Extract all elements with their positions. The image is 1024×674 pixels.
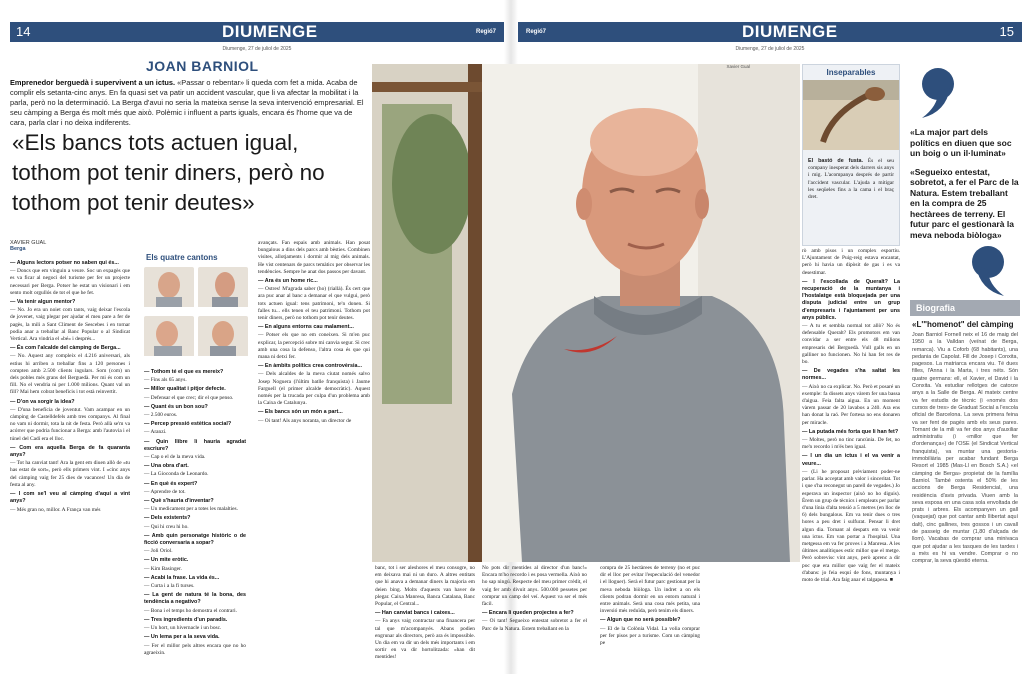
bottom-middle-answer: — Oi tant! Segueixo entestat sobretot a fer el Parc de la Natura. Estem treballant en la [482,618,587,632]
inseparables-caption-bold: El bastó de fusta. [808,158,864,164]
col1-answer: — Més gran no, millor. A França van més [10,506,101,513]
col3-answer: avançats. Fan espais amb animals. Han posat bungalous a dins dels parcs amb bèsties. Combinen visites, allotjaments i dormir al mig dels animals. He vist centenars de parcs temàtics per observar les tendències. Sempre he anat dos passos per davant. [258,240,370,275]
cantons-question: — Quant és un bon sou? [144,403,208,410]
bottom-column-right [600,565,700,670]
cantons-question: — Un lema per a la seva vida. [144,634,220,641]
cantons-question: — Què s'hauria d'inventar? [144,498,214,505]
inseparables-caption-text: És el seu company inesperat dels darrers sis anys i mig. L'acompanya després de partir l'accident vascular. L'ajuda a mitigar les seqüeles fins a la cama i el braç dret. [808,158,894,201]
cantons-answer: — Fer el millor pels altres encara que no ho agraeixin. [144,642,246,656]
right-region-label: Regió7 [526,29,547,35]
portrait-thinking [144,316,194,361]
right-page-header [518,22,1022,42]
walking-stick-photo [803,80,899,150]
right-col1-answer: — A tu et sembla normal tot allò? No és defensable Queralt? Els promotors em van convidar a ser entre els 48 milions empresaris del Berguedà. Vull galls en un galliner no funcionen. No hi han fet res de bo. [802,323,900,366]
biografia-title: Biografia [910,300,1020,316]
col1-question: — D'on va sorgir la idea? [10,398,75,405]
cantons-question: — Una obra d'art. [144,463,189,470]
right-col1-answer: — Això no ca explicar. No. Però et posaré un exemple: fa dissets anys vàrem fer una bassa d'aigua. Feia falta aigua. En un moment vàrem passar de 20 lavabos a 240. Ara ens han donat la raó. Per fortesa no ens donaren per miracle. [802,383,900,426]
cantons-answer: — Joli Oriol. [144,548,173,555]
cantons-answer: — Cap o el de la meva vida. [144,454,206,461]
col1-question: — És com l'alcalde del càmping de Berga... [10,345,121,352]
pull-quote-area [910,64,1020,303]
col1-question: — Com era aquella Berga de fa quaranta anys? [10,444,130,459]
quatre-cantons-box [140,250,250,670]
author-byline [10,240,46,252]
quatre-cantons-qa [140,363,250,657]
right-section-title: DIUMENGE [742,22,838,41]
biografia-text: Joan Barniol Fornell neix el 16 de maig del 1950 a la Valldan (veïnat de Berga, remarca). Viu a Coforb (68 habitants), una pedania de Capolat. Fill de Josep i Conxita, pagesos. La matriarca encara viu. Té dues filles, l'Anna i la Marta, i tres néts. Són quatre germans: ell, el Xavier, el David i la Conxita. Va estudiar rellotges de catorze anys a la Salle de Berga. Al mateix centre va fer estudis de tècnic (i «només dos cursos de tres» de Graduat Social a l'escola oficial de Barcelona. La seva primera feina va ser fent de pagès amb els seus pares. Tornant de la mili va fer dos anys d'auxiliar administratiu (i «millor que fer d'ordenança») de l'OSE (el Sindicat Vertical franquista), va muntar una gestoria-immobiliària per acabar fundant Berga Resort el 1985 (Mas-Ll en Bosch S.A.) «el càmping de Berga» propietat de la família Barniol. També ostenta el 50% de les accions de Berga Residencial, una residència d'avis privada. Viuen amb la seva esposa en una casa sola envoltada de prats i arbres. Els acompanyen un gall (vaquejat) que pot cantar amb llibertat aquí dalt), cinc gallines, tres gossos i un cavall de passeig de muntar (1,80 d'alçada de llom). Vacabas de comprar una minivaca que pot ajudar a les tasques de les tardes i a més es hi va vendre. Comprar o no comprar, la seva qüestió eterna. [912,332,1018,565]
intro-text: «Passar o rebentar» li queda com fet a mida. Acaba de complir els setanta-cinc anys. En fa quasi set va patir un accident vascular, que li va afectar la mobilitat i la parla, però no la determinació. La Berga d'avui no seria la mateixa sense la seva intervenció empresarial. El seu càmping a Berga és molt més que això. Polèmic i influent a parts iguals, encara és l'home que va de cara, parla clar i no deixa indiferents. [10,78,364,127]
cantons-question: — Amb quin personatge històric o de ficció conversaria a sopar? [144,532,246,547]
bottom-right-question: — Algun que no serà possible? [600,617,681,624]
bottom-right-answer: compra de 25 hectàrees de terreny (no et puc dir el lloc per evitar l'especulació del venedor i el lloguer). Serà el futur parc gestionat per la meva neboda biòloga. Un indret a on els clients podran dormir en un entorn natural i entre animals. Serà una cosa més petita, una inversió més reduïda, però tenim els diners. [600,565,700,615]
bottom-left-question: — Han canviat bancs i caixes... [375,610,455,617]
cantons-question: — Percep pressió estètica social? [144,421,232,428]
cantons-answer: — Un hort, un hivernacle i un bosc. [144,625,222,632]
col1-question: — Alguns lectors potser no saben qui és... [10,260,119,266]
cantons-question: — La gent de natura té la bona, des tendència a negativo? [144,592,246,606]
cantons-answer: — Defensar el que crec; dir el que penso. [144,394,234,401]
right-col1-question: — I l'escollada de Queralt? La recuperació de la muntanya i l'hostalatge està bloquejada per una disputa judicial entre un grup d'empresaris i l'ajuntament per uns anys públics. [802,278,900,321]
right-col1-question: — De vegades s'ha saltat les normes... [802,368,900,382]
cantons-answer: — Bona i el temps ho demostra el contrari. [144,607,237,614]
article-intro [10,78,368,128]
right-col1-answer: rò amb pisos i un complex esportiu. L'Ajuntament de Puig-reig estava encantat, però hi havia un dipòsit de gas i es va desestimar. [802,248,900,276]
col1-answer: — Tot ha canviat tant! Ara la gent em diuen allò de «tu has estat de sort», però ells primers vint. I «cinc anys del càmping vaig fer 25 dies de vacances! Un dia de festa al any. [10,460,130,488]
intro-bold: Emprenedor berguedà i supervivent a un ictus. [10,78,176,87]
col3-question: — En àmbits polítics crea controvèrsia... [258,363,362,370]
cantons-question: — En què és expert? [144,480,198,487]
cantons-question: — Un mite eròtic. [144,557,189,564]
right-col1-answer: — (Li he proposat prèviament poder-ne parlar. Ha acceptat amb valor i sinceritat. Tot i que s'ha reconegut un parell de vegades.) Jo esperava un inspector (això no ho diguis). Érem un grup de tècnics i empleats per parlar d'una línia d'alta tensió a 5 metres (en lloc de 6) dels bungalous. Em va tenir dues o tres hores a peu dret i sulfurat. Pensar li dret algun dia. Tornant al despatx em va venir una ictus. Em van portar a l'hospital. Una metgessa em va fer proves i a Manresa. A les últimes analítiques estic millor que el metge. Però sobrevisc vint anys, però aprenc a dir poc que era millor que vaig fer el mateix d'abans: jo feia esquí de fons, muntanya i moto de trial. Ara faig anar el talgapesa. ■ [802,468,900,583]
col1-answer: — No. Aquest any compleix el 4.216 aniversari, als estius hi arriben a treballar fins a 120 persones i compten amb 2.500 clients ingulars. Som (com) un dels pobles més grans del Berguedà. Per mi és com un fill. No el vendria ni per 1.000 milions. Quant val un fill? Mai hem cobrat beneficis i tot està reinvertit. [10,353,130,396]
portrait-front [144,267,194,312]
pull-quote-1: «La major part dels polítics en diuen que soc un boig o un il·luminat» [910,127,1012,158]
col3-question: — En alguns entorns cau malament... [258,324,354,331]
inseparables-box [802,64,900,246]
col1-question: — Va tenir algun mentor? [10,299,76,306]
cantons-answer: — La Gioconda de Leonardo. [144,471,209,478]
portrait-grid [140,265,250,363]
col3-question: — Ara és un home ric... [258,278,318,285]
left-page-header [10,22,504,42]
col1-question: — I com se'l veu al càmping d'aquí a vint anys? [10,491,130,505]
cantons-question: — Acabi la frase. La vida és... [144,574,220,581]
inseparables-title: Inseparables [826,68,876,77]
quatre-cantons-title: Els quatre cantons [146,253,218,262]
bottom-middle-answer: No pots dir mentides al director d'un banc!» Encara m'ho recordo i es posa vermella. Això no ho sap ningú. Respecte del meu primer crèdit, el vaig fer amb divuit anys. 500.000 pessetes per comprar un camp del veí. Aquest va ser el més fàcil. [482,565,587,608]
quote-mark-close-icon [970,242,1016,298]
bottom-middle-question: — Encara li queden projectes a fer? [482,610,574,617]
cantons-answer: — Curta i a la fi turses. [144,583,195,590]
bottom-column-middle [482,565,587,670]
main-photo [372,64,800,562]
biografia-heading: «L'"homenot" del càmping [912,320,1014,329]
right-date: Diumenge, 27 de juliol de 2025 [735,46,805,52]
portrait-photo [372,64,800,562]
right-page-number: 15 [999,24,1014,39]
author-location: Berga [10,246,26,252]
col3-answer: — Ostres! M'agrada saber (ho) (riallà). És cert que ara puc anar al banc a demanar el que vulgui, però tots actuen igual: tens patrimoni, te'n donen. Si falles tu... ells tenen el teu patrimoni. Tothom pot tenir diners, però no tothom pot tenir deutes. [258,286,370,322]
right-column-1 [802,248,900,670]
column-3 [258,240,370,670]
col1-answer: — Doncs que em vinguin a veure. Soc un expagès que es va ficar al negoci del turisme per fer un projecte necessari per Berga. Potser he estat un visionari i em sento molt orgullós de tot el que he fet. [10,268,130,296]
pull-quote-2: «Segueixo entestat, sobretot, a fer el Parc de la Natura. Estem treballant en la compra de 25 hectàrees de terreny. El futur parc el gestionarà la meva neboda biòloga» [910,166,1019,240]
bottom-left-answer: banc, tot i ser aleshores el meu consogre, no em deixava mai ni un duro. A altres entitats que hi anava a demanar diners la majoria em deien bing. Molts d'aquests van haver de plegar. Caixa Manresa, Banca Catalana, Banc Popular, el Central... [375,565,475,608]
portrait-smiling [198,316,248,361]
headline-quote: «Els bancs tots actuen igual, tothom pot tenir diners, però no tothom pot tenir deutes» [12,130,325,215]
photo-credit: Xavier Gual [726,64,750,69]
inseparables-caption [803,155,899,204]
bottom-column-left [375,565,475,670]
portrait-profile [198,267,248,312]
quote-mark-icon [910,64,956,120]
author-name: XAVIER GUAL [10,240,47,246]
cantons-question: — Quin llibre li hauria agradat escriure? [144,438,246,452]
cantons-question: — Tothom té el que es mereix? [144,369,224,375]
col1-answer: — No. Jo era un noiet com tants, vaig deixar l'escola de jovenet, vaig plegar per ajudar el meu pare a fer de pagès, la mili a Sant Climent de Sescebes i en tornar podia anar a treballar al Banc Popular o al Sindicat Vertical. Ara vindria el «bé» i després... [10,307,130,343]
left-page-number: 14 [16,24,31,39]
col3-answer: — Dels alcaldes de la meva ciutat només salvo Josep Noguera (l'últim batlle franquista) i Jaume Farguell (el primer alcalde democràtic). Aquest només per la trucada per culpa d'un problema amb la Caixa de Catalunya. [258,371,370,407]
col3-answer: — Oi tant! Als anys noranta, un director de [258,417,352,424]
biografia-box [910,300,1020,670]
right-col1-question: — I un dia un ictus i el va venir a veure... [802,453,900,467]
bottom-left-answer: — Fa anys vaig contractar una financera per tal que m'acompanyés. Abans podien engrunar als directors, però ara és impossible. Un dia em va dir un dels més importants i em sortir en va dir hortolitzada: «han dit mentides! [375,618,475,661]
cantons-answer: — 2.500 euros. [144,412,178,419]
left-section-title: DIUMENGE [222,22,318,41]
cantons-question: — Dels existents? [144,515,191,522]
cantons-question: — Tres ingredients d'un paradís. [144,616,228,623]
left-date: Diumenge, 27 de juliol de 2025 [222,46,292,52]
column-1 [10,258,130,668]
cantons-question: — Millor qualitat i pitjor defecte. [144,386,226,393]
bottom-right-answer: — El de la Colònia Vidal. La volia comprar per fer pisos per a turisme. Com un càmping pe [600,625,700,647]
right-col1-question: — La putada més forta que li han fet? [802,428,899,435]
right-col1-answer: — Moltes, però no tinc rancúnia. De fet, no me'n recordo i m'és ben igual. [802,437,900,451]
cantons-answer: — Un medicament per a totes les malalties. [144,506,239,513]
cantons-answer: — Kim Basinger. [144,565,182,572]
cantons-answer: — Aprendre de tot. [144,488,186,495]
left-region-label: Regió7 [475,29,496,35]
cantons-answer: — Aranzí. [144,429,167,436]
col3-question: — Els bancs són un món a part... [258,409,343,416]
cantons-answer: — Fins als 65 anys. [144,377,187,384]
col3-answer: — Potser els que no em coneixen. Si m'en puc explicar, la percepció sobre mi canvia segur. Si crec amb una cosa la defenso, l'altra cosa és que qui mana ni detxi fer. [258,332,370,361]
subject-name: JOAN BARNIOL [146,58,259,74]
cantons-answer: — Qui hi creu hi ho. [144,523,189,530]
col1-answer: — D'una benefícia de joventut. Vam acampar en un càmping de Castelldefels amb tres companys. Al final no vam ni dormir, tota la nit de festa. Però allà se'm va acórrer que podria funcionar a Berga: amb l'autovia i el túnel del Cadí era el lloc. [10,406,130,442]
